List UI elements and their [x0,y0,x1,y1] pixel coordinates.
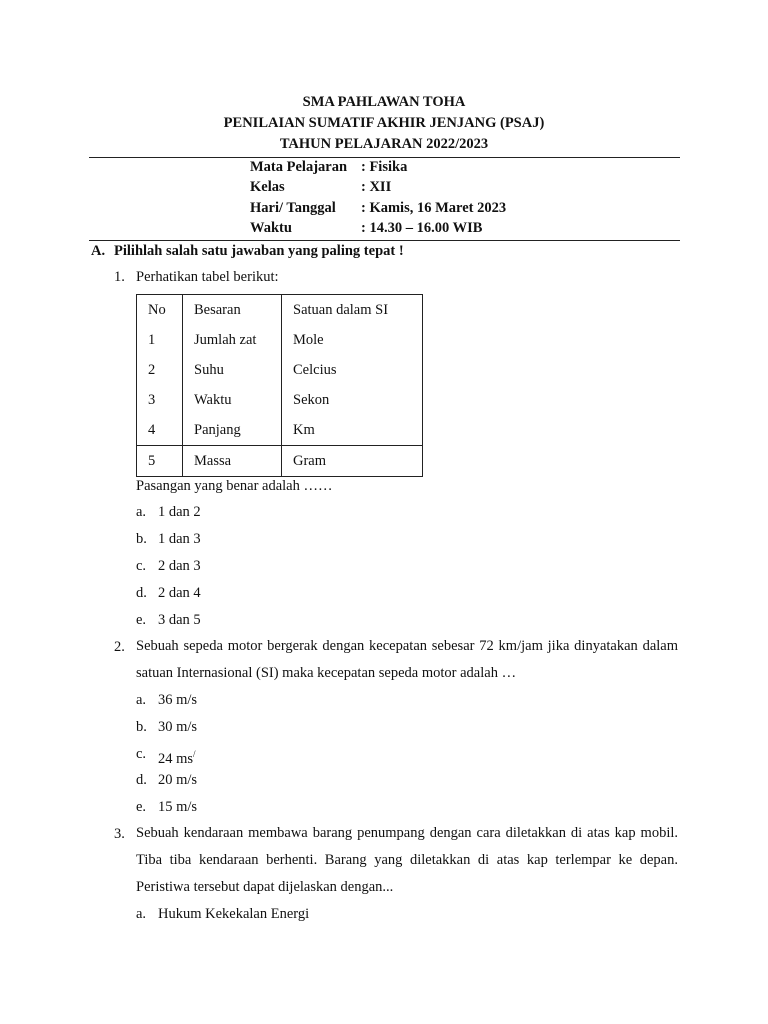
table-header-cell: No [137,295,183,326]
option-text: 2 dan 3 [158,558,201,574]
option-text: 20 m/s [158,772,198,788]
table-row [137,325,423,355]
table-row [137,415,423,446]
table-cell: Panjang [183,415,282,446]
table-header-cell: Besaran [183,295,282,326]
info-value-class: : XII [361,179,392,195]
table-cell: Celcius [282,355,423,385]
option-text: 15 m/s [158,799,198,815]
info-value-subject: : Fisika [361,159,408,175]
question-1-prompt: Pasangan yang benar adalah …… [136,478,333,494]
table-cell: Sekon [282,385,423,415]
table-cell: Waktu [183,385,282,415]
option-text: 36 m/s [158,692,198,708]
option-letter: a. [136,906,147,922]
question-1-number: 1. [114,269,125,285]
table-row [137,385,423,415]
option-text: 1 dan 3 [158,531,201,547]
table-cell: Km [282,415,423,446]
option-letter: d. [136,772,147,788]
table-cell: 2 [137,355,183,385]
table-cell: 1 [137,325,183,355]
si-units-table [136,294,423,477]
question-3-text: Sebuah kendaraan membawa barang penumpang dengan cara diletakkan di atas kap mobil. Tiba tiba kendaraan berhenti. Barang yang diletakkan di atas kap terlempar ke depan. Peristiwa tersebut dapat dijelaskan dengan... [136,825,678,895]
table-cell: 4 [137,415,183,446]
info-label-subject: Mata Pelajaran [250,159,348,175]
table-row [137,446,423,477]
question-2-text: Sebuah sepeda motor bergerak dengan kecepatan sebesar 72 km/jam jika dinyatakan dalam satuan Internasional (SI) maka kecepatan sepeda motor adalah … [136,638,678,681]
option-text: 2 dan 4 [158,585,201,601]
option-letter: d. [136,585,147,601]
table-header-cell: Satuan dalam SI [282,295,423,326]
table-row [137,355,423,385]
option-letter: e. [136,799,147,815]
academic-year: TAHUN PELAJARAN 2022/2023 [279,136,489,152]
option-letter: a. [136,504,147,520]
table-cell: Suhu [183,355,282,385]
table-cell: 3 [137,385,183,415]
info-label-class: Kelas [250,179,285,195]
question-2-number: 2. [114,639,125,655]
option-letter: e. [136,612,147,628]
option-text: 3 dan 5 [158,612,201,628]
option-letter: b. [136,531,147,547]
option-text: Hukum Kekekalan Energi [158,906,310,922]
info-value-date: : Kamis, 16 Maret 2023 [361,200,507,216]
info-value-time: : 14.30 – 16.00 WIB [361,220,483,236]
option-superscript: / [193,749,196,759]
option-text: 1 dan 2 [158,504,201,520]
info-label-date: Hari/ Tanggal [250,200,336,216]
option-text: 24 ms [158,750,194,767]
table-cell: Jumlah zat [183,325,282,355]
table-header-row [137,295,423,326]
table-cell: Massa [183,446,282,477]
option-letter: a. [136,692,147,708]
option-letter: c. [136,746,147,762]
table-cell: 5 [137,446,183,477]
option-letter: c. [136,558,147,574]
school-name: SMA PAHLAWAN TOHA [302,94,466,110]
option-letter: b. [136,719,147,735]
question-3-number: 3. [114,826,125,842]
info-label-time: Waktu [250,220,292,236]
option-text: 30 m/s [158,719,198,735]
table-cell: Mole [282,325,423,355]
section-label: A. [91,243,106,259]
header-divider-bottom [89,240,680,241]
exam-title: PENILAIAN SUMATIF AKHIR JENJANG (PSAJ) [223,115,545,131]
section-title: Pilihlah salah satu jawaban yang paling tepat ! [114,243,404,259]
table-cell: Gram [282,446,423,477]
option-text-with-sup [158,745,196,768]
question-1-text: Perhatikan tabel berikut: [136,269,279,285]
